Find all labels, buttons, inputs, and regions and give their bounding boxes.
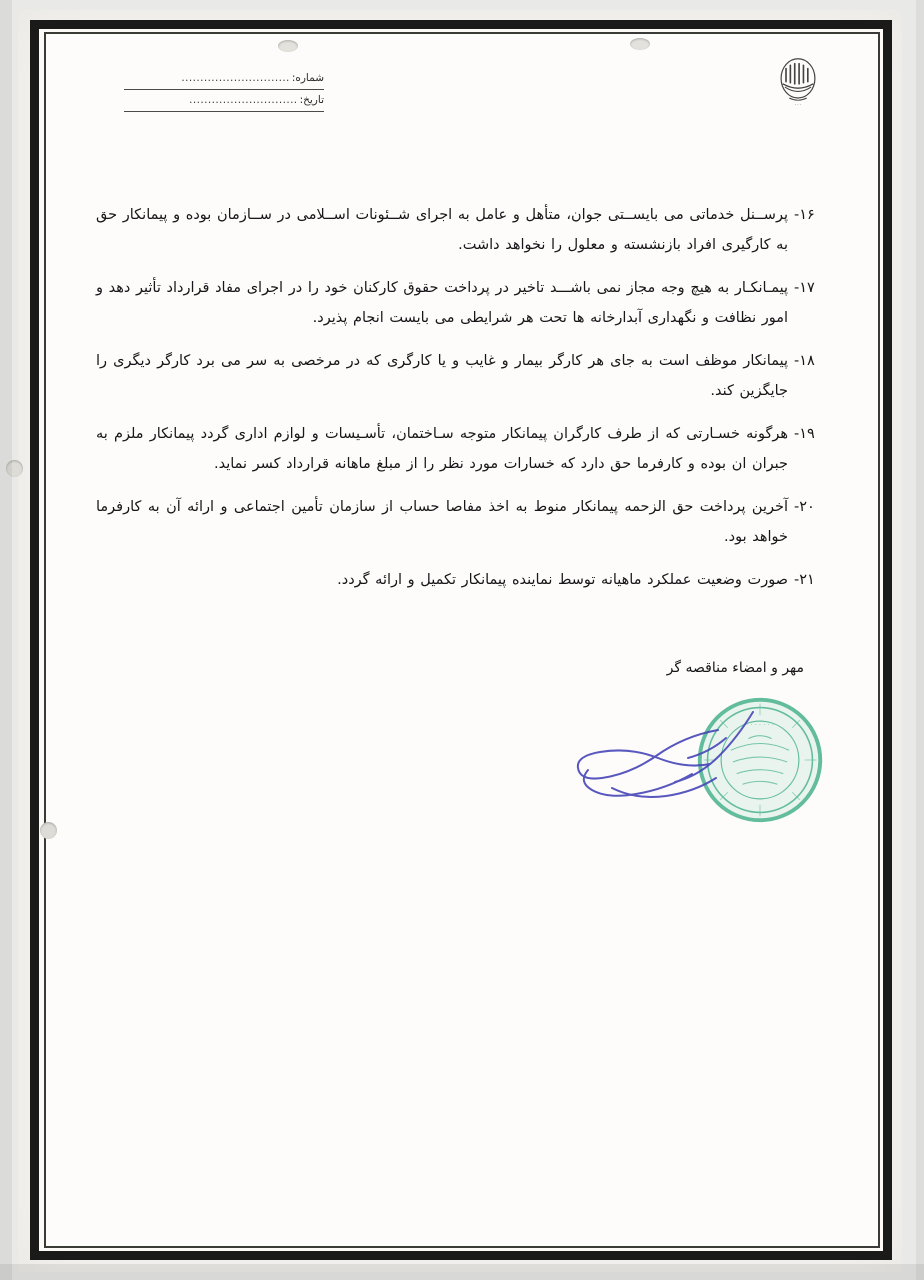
meta-divider bbox=[124, 111, 324, 112]
svg-text:· · · · · · ·: · · · · · · · bbox=[745, 720, 775, 729]
signature-label: مهر و امضاء مناقصه گر bbox=[666, 660, 804, 676]
clause-text: پیمـانکـار به هیچ وجه مجاز نمی باشـــد تاخیر در پرداخت حقوق کارکنان خود را در اجرای مفاد قرارداد تأثیر دهد و امور نظافت و نگهداری آبدارخانه ها تحت هر شرایطی می بایست انجام پذیرد. bbox=[96, 280, 788, 326]
clause-number: ۱۶- bbox=[794, 207, 815, 223]
scan-edge-shadow bbox=[0, 1264, 924, 1280]
green-round-company-stamp-icon bbox=[692, 692, 828, 828]
signature-block bbox=[488, 660, 828, 832]
clause-item bbox=[96, 273, 828, 333]
document-date-row bbox=[114, 90, 324, 110]
clause-list bbox=[96, 200, 828, 608]
scan-edge-shadow bbox=[0, 0, 12, 1280]
organization-emblem-icon bbox=[770, 50, 826, 110]
punch-hole-icon bbox=[40, 822, 57, 839]
clause-number: ۲۰- bbox=[794, 499, 815, 515]
clause-item bbox=[96, 419, 828, 479]
stamp-and-signature bbox=[528, 682, 828, 832]
clause-item bbox=[96, 346, 828, 406]
scan-edge-shadow bbox=[916, 0, 924, 1280]
document-date-value: ............................. bbox=[189, 94, 298, 106]
clause-item bbox=[96, 492, 828, 552]
clause-number: ۱۸- bbox=[794, 353, 815, 369]
document-number-value: ............................. bbox=[181, 72, 290, 84]
document-number-row bbox=[114, 68, 324, 88]
svg-text:· · ·: · · · bbox=[794, 103, 802, 109]
letterhead-header bbox=[0, 40, 924, 130]
clause-text: هرگونه خسـارتی که از طرف کارگران پیمانکار متوجه سـاختمان، تأسـیسات و لوازم اداری گردد پیمانکار ملزم به جبران ان بوده و کارفرما حق دارد که خسارات مورد نظر را از مبلغ ماهانه قرارداد کسر نماید. bbox=[96, 426, 788, 472]
clause-text: آخرین پرداخت حق الزحمه پیمانکار منوط به اخذ مفاصا حساب از سازمان تأمین اجتماعی و ارائه آن به کارفرما خواهد بود. bbox=[96, 499, 788, 545]
clause-text: پیمانکار موظف است به جای هر کارگر بیمار و غایب و یا کارگری که در مرخصی به سر می برد کارگر دیگری را جایگزین کند. bbox=[96, 353, 788, 399]
clause-text: صورت وضعیت عملکرد ماهیانه توسط نماینده پیمانکار تکمیل و ارائه گردد. bbox=[337, 572, 788, 588]
document-date-label: تاریخ: bbox=[299, 94, 324, 106]
clause-number: ۱۷- bbox=[794, 280, 815, 296]
document-meta bbox=[114, 68, 324, 112]
clause-number: ۱۹- bbox=[794, 426, 815, 442]
clause-number: ۲۱- bbox=[794, 572, 815, 588]
clause-item bbox=[96, 565, 828, 595]
clause-text: پرســنل خدماتی می بایســتی جوان، متأهل و عامل به اجرای شــئونات اســلامی در ســازمان بوده و پیمانکار حق به کارگیری افراد بازنشسته و معلول را نخواهد داشت. bbox=[96, 207, 788, 253]
document-number-label: شماره: bbox=[291, 72, 324, 84]
clause-item bbox=[96, 200, 828, 260]
